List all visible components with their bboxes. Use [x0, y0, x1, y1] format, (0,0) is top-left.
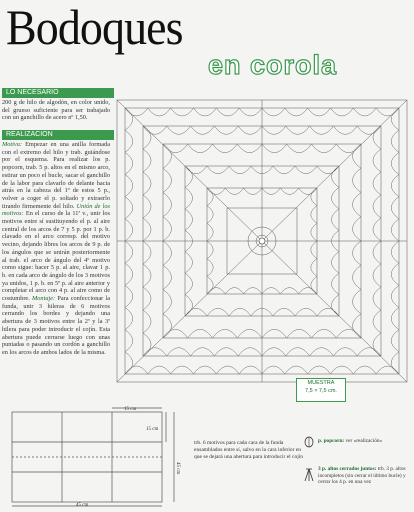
chain-loop: [353, 265, 361, 289]
chain-loop: [332, 187, 340, 208]
chain-loop: [185, 295, 193, 316]
dim-top: 15 cm: [124, 407, 137, 412]
chain-loop: [333, 126, 357, 134]
chain-loop: [299, 188, 317, 194]
chain-loop: [299, 288, 317, 294]
chain-loop: [317, 166, 339, 174]
chain-loop: [373, 218, 381, 241]
assembly-diagram: [6, 402, 182, 508]
chain-loop: [262, 288, 280, 294]
chain-loop: [188, 144, 213, 153]
chain-loop: [333, 348, 357, 356]
chain-loop: [332, 252, 340, 273]
chain-loop: [280, 288, 298, 294]
chain-loop: [163, 329, 188, 338]
chain-loop: [207, 223, 213, 241]
chain-loop: [285, 366, 308, 374]
chain-loop: [185, 209, 193, 230]
montaje-label: Montaje:: [32, 295, 56, 303]
chain-loop: [207, 308, 229, 316]
chain-loop: [317, 308, 339, 316]
chain-loop: [207, 276, 213, 294]
necesario-text: 200 g de hilo de algodón, en color unido, del grueso suficiente para ser trabajado con un ganchillo de acero nº 1,50.: [2, 99, 110, 122]
muestra-size: 7,5 × 7,5 cm.: [305, 388, 337, 394]
chain-loop: [188, 329, 213, 338]
motiva-text: Empezar en una anilla formada con el extremo del hilo y trab. guiándose por el esquema. Para realizar los p. popcorn, trab. 5 p. altos en el mismo arco, estirar un poco el bucle, sacar el ganchillo de la labor para clavarlo de delante hacia atrás en la cabeza del 1º de estos 5 p., volver a coger el p. soltado y extraerlo tirando firmemente del hilo.: [2, 141, 110, 210]
chain-loop: [185, 252, 193, 273]
chain-loop: [376, 366, 399, 374]
chain-loop: [357, 126, 381, 134]
chain-loop: [216, 108, 239, 116]
chain-loop: [213, 144, 238, 153]
union-label: Unión de los motivos:: [2, 202, 110, 218]
chain-loop: [336, 329, 361, 338]
chain-loop: [353, 108, 376, 116]
chain-loop: [391, 308, 399, 330]
legend-cluster-label: 3 p. altos cerrados juntos:: [318, 466, 377, 472]
chain-loop: [125, 241, 133, 263]
chain-loop: [225, 188, 243, 194]
chain-loop: [287, 144, 312, 153]
cluster-symbol-icon: [303, 468, 315, 482]
chain-loop: [163, 314, 171, 338]
dim-right: 45 cm: [175, 462, 180, 475]
chain-loop: [143, 126, 167, 134]
chain-loop: [185, 273, 193, 294]
chain-loop: [353, 193, 361, 217]
chain-loop: [125, 285, 133, 307]
chain-loop: [191, 126, 215, 134]
chain-loop: [143, 287, 151, 310]
chain-loop: [244, 288, 262, 294]
legend-cluster-text: trb. 3 p. altos incompletos (sin cerrar el último bucle) y cerrar los 4 p. en una vez: [318, 466, 406, 485]
chain-loop: [163, 290, 171, 314]
chain-loop: [143, 264, 151, 287]
chain-loop: [125, 352, 133, 374]
section-header-necesario: LO NECESARIO: [2, 88, 114, 98]
chain-loop: [308, 108, 331, 116]
chain-loop: [214, 348, 238, 356]
chain-loop: [310, 126, 334, 134]
chain-loop: [285, 108, 308, 116]
chain-loop: [148, 366, 171, 374]
legend-popcorn-text: ver «realización»: [345, 438, 383, 444]
chain-loop: [143, 126, 151, 149]
chain-loop: [331, 366, 354, 374]
chain-loop: [286, 348, 310, 356]
chain-loop: [312, 144, 337, 153]
chain-loop: [353, 217, 361, 241]
chain-loop: [373, 333, 381, 356]
chain-loop: [125, 330, 133, 352]
chain-loop: [185, 166, 207, 174]
chain-loop: [207, 241, 213, 259]
chain-loop: [391, 130, 399, 152]
chain-loop: [295, 166, 317, 174]
chain-loop: [163, 144, 188, 153]
chain-loop: [332, 295, 340, 316]
chain-loop: [225, 288, 243, 294]
chain-loop: [214, 126, 238, 134]
motiva-label: Motiva:: [2, 141, 22, 148]
chain-loop: [143, 172, 151, 195]
chain-loop: [143, 348, 167, 356]
chain-loop: [194, 108, 217, 116]
legend-popcorn: [318, 438, 410, 445]
chain-loop: [229, 308, 251, 316]
chain-loop: [185, 187, 193, 208]
chain-loop: [191, 348, 215, 356]
chain-loop: [286, 126, 310, 134]
chain-loop: [213, 329, 238, 338]
chain-loop: [207, 188, 213, 206]
chain-loop: [125, 219, 133, 241]
chain-loop: [237, 329, 262, 338]
chain-loop: [262, 329, 287, 338]
assembly-note: trb. 6 motivos para cada cara de la funda ensamblados entre sí, salvo en la cara inferior en que se dejará una abertura para introducir el cojín: [194, 440, 304, 460]
chain-loop: [262, 348, 286, 356]
chain-loop: [310, 348, 334, 356]
chain-loop: [391, 352, 399, 374]
chain-loop: [311, 259, 317, 277]
chain-loop: [311, 241, 317, 259]
chain-loop: [353, 314, 361, 338]
chain-loop: [185, 308, 207, 316]
chain-loop: [353, 366, 376, 374]
crochet-chart: [113, 90, 411, 390]
chain-loop: [239, 108, 262, 116]
chain-loop: [143, 333, 151, 356]
page-title: Bodoques: [6, 0, 183, 55]
chain-loop: [125, 108, 148, 116]
chain-loop: [238, 348, 262, 356]
legend-cluster: [318, 466, 410, 486]
chain-loop: [373, 241, 381, 264]
chain-loop: [237, 144, 262, 153]
chain-loop: [373, 195, 381, 218]
chain-loop: [353, 168, 361, 192]
chain-loop: [262, 108, 285, 116]
chain-loop: [373, 264, 381, 287]
chain-loop: [273, 308, 295, 316]
chain-loop: [373, 172, 381, 195]
chain-loop: [332, 166, 340, 187]
chain-loop: [125, 308, 133, 330]
chain-loop: [216, 366, 239, 374]
montaje-text: Para confeccionar la funda, unir 3 hileras de 6 motivos cerrando los bordes y dejando una abertura de 3 motivos entre la 2ª y la 3ª hilera para poder introducir el cojín. Esta abertura puede cerrarse luego con unas puntadas o pasando un cordón a ganchillo en los arcos de ambos lados de la misma.: [2, 295, 111, 356]
chain-loop: [238, 126, 262, 134]
chain-loop: [163, 265, 171, 289]
chain-loop: [391, 263, 399, 285]
chain-loop: [125, 130, 133, 152]
chain-loop: [373, 126, 381, 149]
chain-loop: [143, 218, 151, 241]
chain-loop: [311, 188, 317, 206]
chain-loop: [125, 108, 133, 130]
chain-loop: [280, 188, 298, 194]
chain-loop: [353, 290, 361, 314]
chain-loop: [143, 149, 151, 172]
muestra-box: [296, 378, 346, 402]
chain-loop: [311, 276, 317, 294]
page-subtitle: en corola: [208, 50, 338, 80]
chain-loop: [331, 108, 354, 116]
chain-loop: [163, 144, 171, 168]
chain-loop: [308, 366, 331, 374]
union-text: En el curso de la 11ª v., unir los motivos entre sí sustituyendo el p. al aire central de los arcos de 7 y 5 p. por 1 p. b. clavado en el arco corresp. del motivo vecino, dejando libres los arcos de 9 p. de los ángulos que se unirán posteriormente al trab. el arco de ángulo del 4º motivo como sigue: hacer 5 p. al aire, clavar 1 p. b. en cada arco de ángulo de los 3 motivos ya unidos, 1 p. b. en 5º p. al aire anterior y completar el arco con 4 p. al aire como de costumbre.: [2, 210, 110, 303]
dim-side: 15 cm: [146, 427, 159, 432]
legend-popcorn-label: p. popcorn:: [318, 438, 345, 444]
section-header-realizacion: REALIZACIÓN: [2, 130, 114, 140]
chain-loop: [311, 223, 317, 241]
chain-loop: [332, 273, 340, 294]
chain-loop: [391, 241, 399, 263]
chain-loop: [336, 144, 361, 153]
chain-loop: [373, 149, 381, 172]
muestra-label: MUESTRA: [307, 380, 335, 386]
chain-loop: [373, 310, 381, 333]
chain-loop: [163, 217, 171, 241]
chain-loop: [143, 195, 151, 218]
chain-loop: [391, 285, 399, 307]
chain-loop: [185, 166, 193, 187]
chain-loop: [353, 241, 361, 265]
chain-loop: [207, 259, 213, 277]
chain-loop: [262, 144, 287, 153]
chain-loop: [357, 348, 381, 356]
chain-loop: [125, 197, 133, 219]
chain-loop: [391, 330, 399, 352]
chain-loop: [125, 366, 148, 374]
chain-loop: [353, 144, 361, 168]
chain-loop: [143, 310, 151, 333]
chain-loop: [262, 366, 285, 374]
chain-loop: [207, 166, 229, 174]
chain-loop: [391, 219, 399, 241]
chain-loop: [262, 188, 280, 194]
chain-loop: [391, 152, 399, 174]
dim-bottom: 45 cm: [76, 503, 89, 508]
chain-loop: [171, 108, 194, 116]
chain-loop: [194, 366, 217, 374]
chain-loop: [229, 166, 251, 174]
chain-loop: [311, 206, 317, 224]
chain-loop: [312, 329, 337, 338]
chain-loop: [391, 175, 399, 197]
chain-loop: [125, 175, 133, 197]
chain-loop: [163, 168, 171, 192]
chain-loop: [148, 108, 171, 116]
chain-loop: [163, 241, 171, 265]
chain-loop: [125, 263, 133, 285]
chain-loop: [244, 188, 262, 194]
chain-loop: [239, 366, 262, 374]
chain-loop: [391, 108, 399, 130]
chain-loop: [163, 193, 171, 217]
chain-loop: [391, 197, 399, 219]
chain-loop: [287, 329, 312, 338]
chain-loop: [167, 348, 191, 356]
chain-loop: [373, 287, 381, 310]
popcorn-symbol-icon: [303, 436, 315, 448]
chain-loop: [125, 152, 133, 174]
chain-loop: [207, 288, 225, 294]
chain-loop: [295, 308, 317, 316]
chain-loop: [376, 108, 399, 116]
chain-loop: [262, 126, 286, 134]
chain-loop: [332, 209, 340, 230]
chain-loop: [167, 126, 191, 134]
chain-loop: [207, 206, 213, 224]
chain-loop: [171, 366, 194, 374]
chain-loop: [207, 188, 225, 194]
chain-loop: [273, 166, 295, 174]
chain-loop: [143, 241, 151, 264]
realizacion-text: [2, 141, 110, 357]
